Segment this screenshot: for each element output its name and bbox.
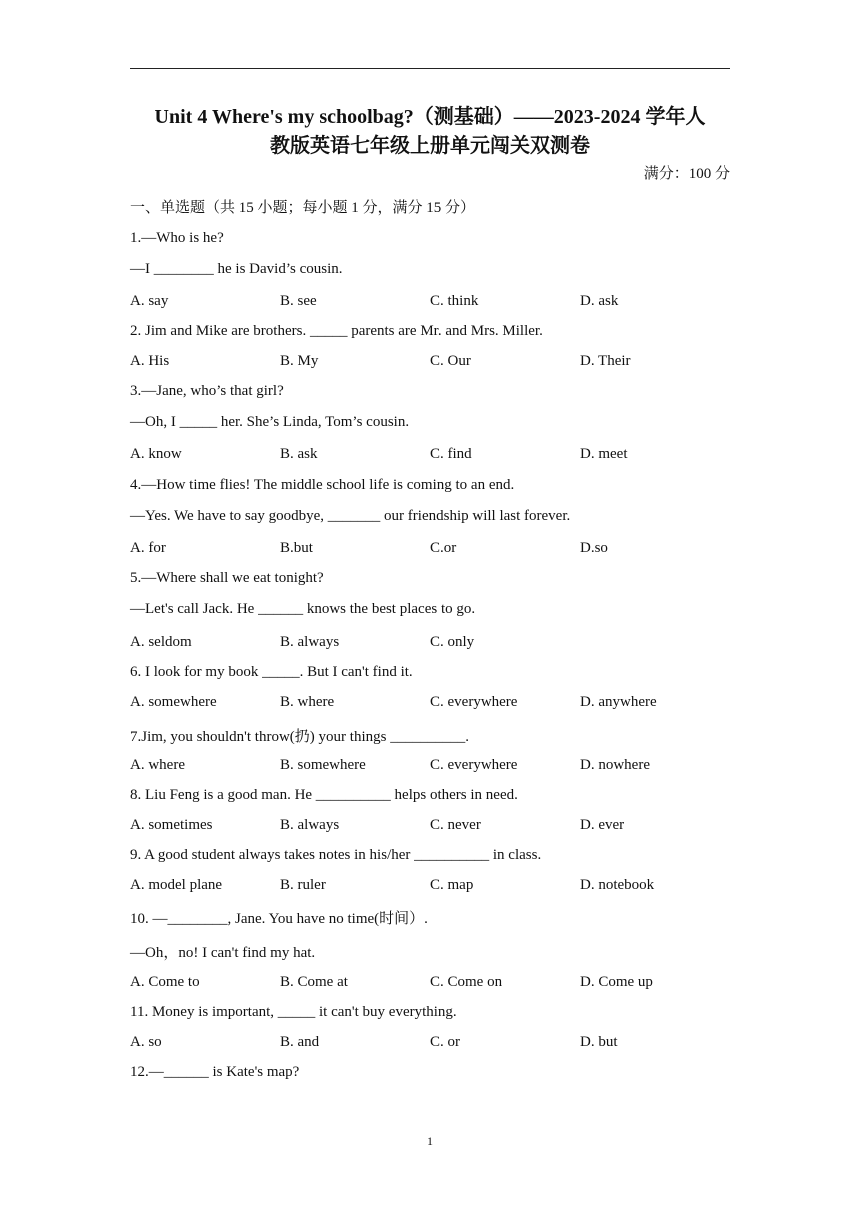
question-11-option-b: B. and (280, 1034, 320, 1050)
document-title (100, 103, 760, 161)
question-11-option-d: D. but (580, 1034, 618, 1050)
question-3-line-2: —Oh, I _____ her. She’s Linda, Tom’s cousin. (130, 414, 410, 430)
question-9-option-c: C. map (430, 877, 474, 893)
question-4-option-d: D.so (580, 540, 608, 556)
question-8-option-d: D. ever (580, 817, 625, 833)
question-6-option-c: C. everywhere (430, 694, 518, 710)
question-7-option-c: C. everywhere (430, 757, 518, 773)
question-5-line-2: —Let's call Jack. He ______ knows the best places to go. (130, 601, 476, 617)
question-4-line-2: —Yes. We have to say goodbye, _______ our friendship will last forever. (130, 508, 571, 524)
question-9-option-b: B. ruler (280, 877, 326, 893)
question-11-option-c: C. or (430, 1034, 460, 1050)
question-1-line-1: 1.—Who is he? (130, 230, 224, 246)
question-4-option-b: B.but (280, 540, 313, 556)
page-number: 1 (427, 1134, 433, 1148)
question-1-option-d: D. ask (580, 293, 619, 309)
question-1-line-2: —I ________ he is David’s cousin. (130, 261, 343, 277)
question-8-line-1: 8. Liu Feng is a good man. He __________ helps others in need. (130, 787, 518, 803)
question-6-option-d: D. anywhere (580, 694, 657, 710)
question-5-line-1: 5.—Where shall we eat tonight? (130, 570, 324, 586)
question-4-line-1: 4.—How time flies! The middle school life is coming to an end. (130, 477, 515, 493)
question-5-option-a: A. seldom (130, 634, 192, 650)
question-10-option-d: D. Come up (580, 974, 653, 990)
question-10-line-1: 10. —________, Jane. You have no time(时间）. (130, 911, 428, 927)
question-5-option-b: B. always (280, 634, 340, 650)
question-9-option-d: D. notebook (580, 877, 655, 893)
question-8-option-c: C. never (430, 817, 481, 833)
question-9-option-a: A. model plane (130, 877, 223, 893)
question-7-option-b: B. somewhere (280, 757, 366, 773)
question-11-option-a: A. so (130, 1034, 162, 1050)
title-line-1: Unit 4 Where's my schoolbag?（测基础）——2023-2024 学年人 (154, 106, 706, 128)
question-7-option-d: D. nowhere (580, 757, 650, 773)
question-1-option-a: A. say (130, 293, 169, 309)
question-11-line-1: 11. Money is important, _____ it can't buy everything. (130, 1004, 457, 1020)
question-9-line-1: 9. A good student always takes notes in his/her __________ in class. (130, 847, 542, 863)
question-2-option-b: B. My (280, 353, 319, 369)
question-8-option-b: B. always (280, 817, 340, 833)
question-1-option-c: C. think (430, 293, 479, 309)
question-4-option-c: C.or (430, 540, 457, 556)
question-12-line-1: 12.—______ is Kate's map? (130, 1064, 300, 1080)
question-2-option-d: D. Their (580, 353, 631, 369)
question-10-option-b: B. Come at (280, 974, 348, 990)
question-10-option-c: C. Come on (430, 974, 503, 990)
question-8-option-a: A. sometimes (130, 817, 213, 833)
question-3-line-1: 3.—Jane, who’s that girl? (130, 383, 284, 399)
question-2-option-a: A. His (130, 353, 170, 369)
question-4-option-a: A. for (130, 540, 166, 556)
question-10-option-a: A. Come to (130, 974, 200, 990)
question-6-line-1: 6. I look for my book _____. But I can't find it. (130, 664, 413, 680)
section-heading: 一、单选题（共 15 小题；每小题 1 分，满分 15 分） (130, 200, 476, 216)
question-3-option-c: C. find (430, 446, 472, 462)
header-rule (130, 68, 730, 69)
question-6-option-b: B. where (280, 694, 335, 710)
question-2-option-c: C. Our (430, 353, 471, 369)
question-5-option-c: C. only (430, 634, 475, 650)
question-3-option-a: A. know (130, 446, 182, 462)
question-1-option-b: B. see (280, 293, 317, 309)
question-3-option-b: B. ask (280, 446, 318, 462)
question-3-option-d: D. meet (580, 446, 628, 462)
question-6-option-a: A. somewhere (130, 694, 217, 710)
title-line-2: 教版英语七年级上册单元闯关双测卷 (270, 135, 590, 157)
full-score: 满分：100 分 (643, 166, 730, 182)
question-10-line-2: —Oh，no! I can't find my hat. (130, 945, 316, 961)
question-7-option-a: A. where (130, 757, 185, 773)
question-7-line-1: 7.Jim, you shouldn't throw(扔) your things __________. (130, 729, 469, 745)
question-2-line-1: 2. Jim and Mike are brothers. _____ parents are Mr. and Mrs. Miller. (130, 323, 543, 339)
